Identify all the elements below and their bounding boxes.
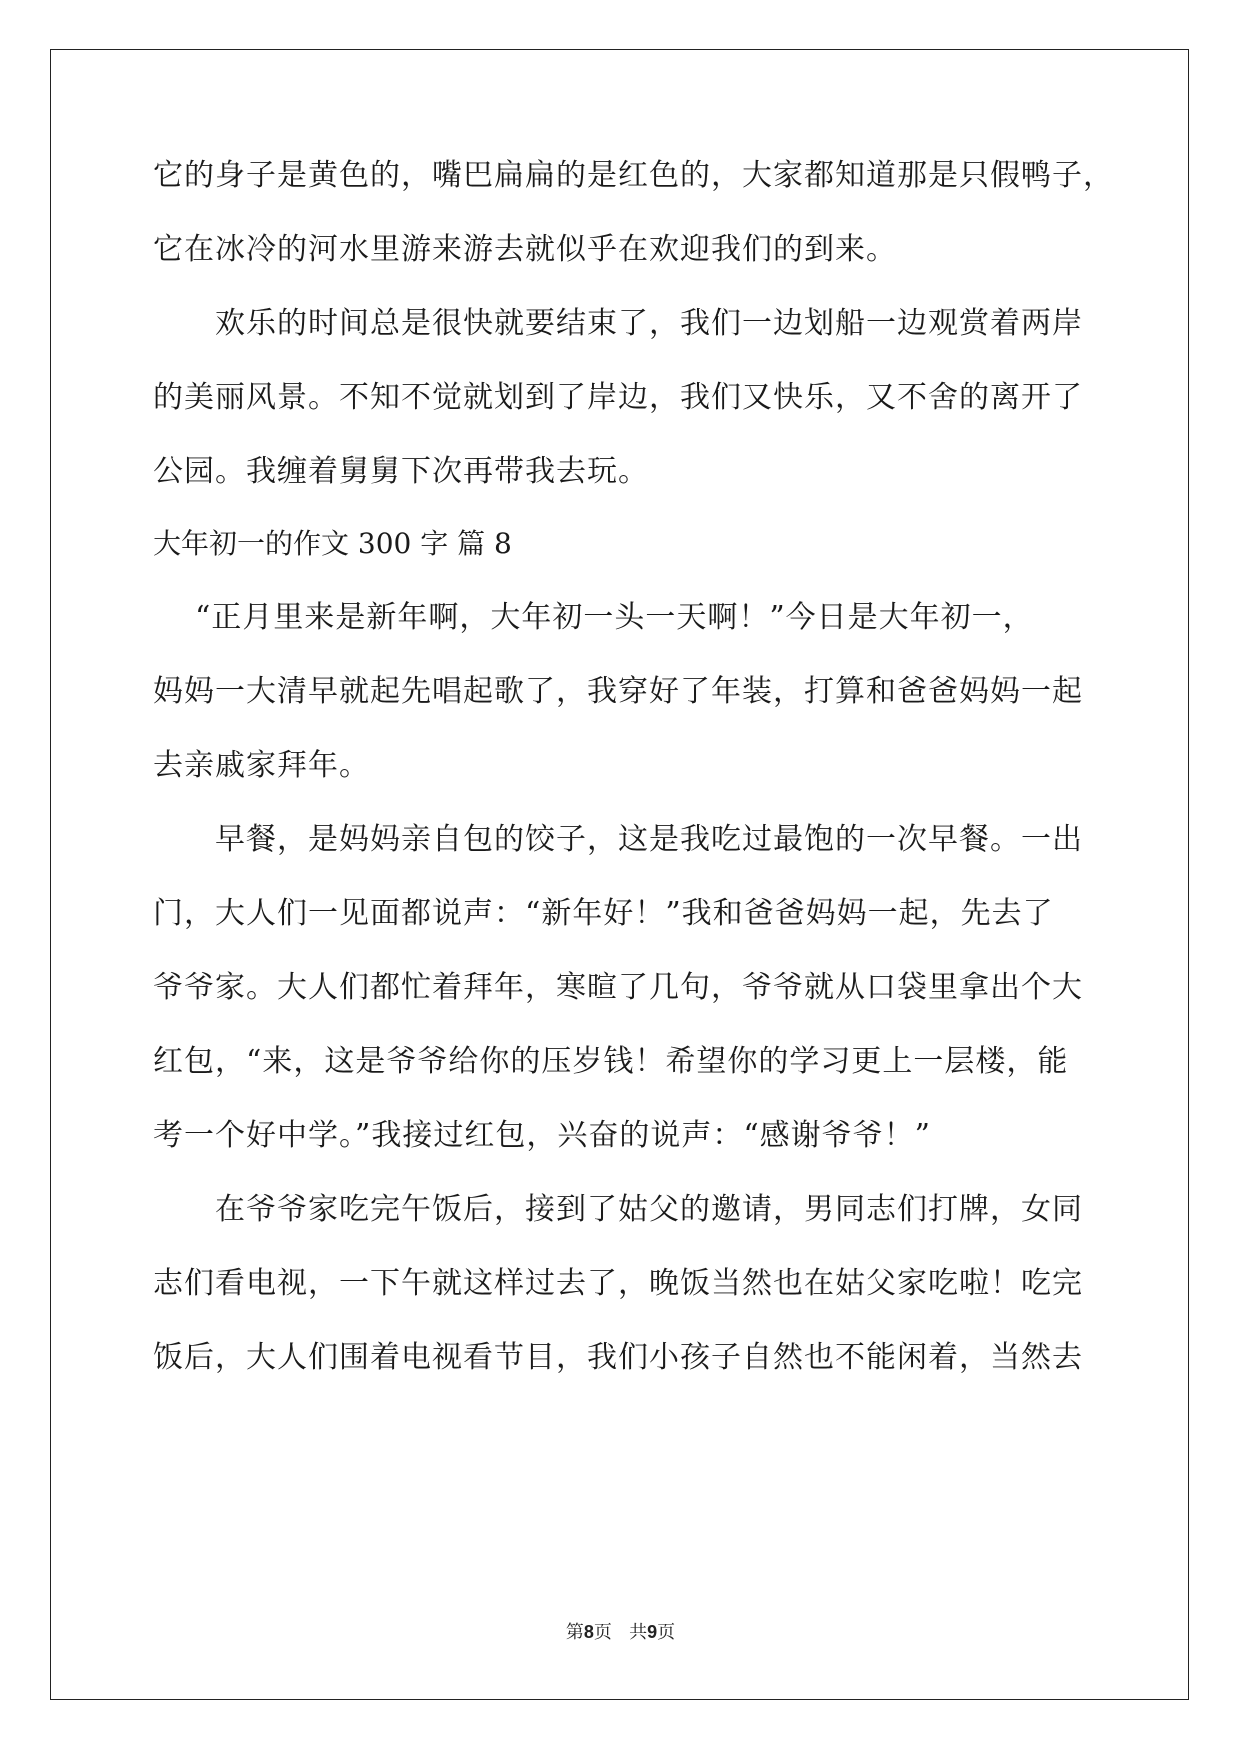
total-prefix: 共: [629, 1622, 648, 1643]
text-line: 去亲戚家拜年。: [153, 748, 370, 783]
text-line: 妈妈一大清早就起先唱起歌了，我穿好了年装，打算和爸爸妈妈一起: [153, 674, 1083, 709]
total-pages: 9: [647, 1622, 658, 1642]
page-number: 8: [583, 1622, 594, 1642]
text-line: 爷爷家。大人们都忙着拜年，寒暄了几句，爷爷就从口袋里拿出个大: [153, 970, 1083, 1005]
page-frame: [50, 49, 1189, 1700]
page-prefix: 第: [565, 1622, 584, 1643]
paragraph-start-line: “正月里来是新年啊，大年初一头一天啊！”今日是大年初一，: [195, 600, 1034, 635]
text-line: 它的身子是黄色的，嘴巴扁扁的是红色的，大家都知道那是只假鸭子，: [153, 158, 1114, 193]
text-line: 红包，“来，这是爷爷给你的压岁钱！希望你的学习更上一层楼，能: [153, 1044, 1069, 1079]
paragraph-start-line: 在爷爷家吃完午饭后，接到了姑父的邀请，男同志们打牌，女同: [215, 1192, 1083, 1227]
text-line: 它在冰冷的河水里游来游去就似乎在欢迎我们的到来。: [153, 232, 897, 267]
page-footer: [0, 1618, 1241, 1644]
paragraph-start-line: 欢乐的时间总是很快就要结束了，我们一边划船一边观赏着两岸: [215, 306, 1083, 341]
section-heading: 大年初一的作文 300 字 篇 8: [153, 527, 512, 560]
paragraph-start-line: 早餐，是妈妈亲自包的饺子，这是我吃过最饱的一次早餐。一出: [215, 822, 1083, 857]
text-line: 饭后，大人们围着电视看节目，我们小孩子自然也不能闲着，当然去: [153, 1340, 1083, 1375]
text-line: 门，大人们一见面都说声：“新年好！”我和爸爸妈妈一起，先去了: [153, 896, 1054, 931]
text-line: 的美丽风景。不知不觉就划到了岸边，我们又快乐，又不舍的离开了: [153, 380, 1083, 415]
text-line: 志们看电视，一下午就这样过去了，晚饭当然也在姑父家吃啦！吃完: [153, 1266, 1083, 1301]
total-suffix: 页: [657, 1622, 676, 1643]
text-line: 考一个好中学。”我接过红包，兴奋的说声：“感谢爷爷！”: [153, 1118, 932, 1153]
page-suffix: 页: [593, 1622, 612, 1643]
text-line: 公园。我缠着舅舅下次再带我去玩。: [153, 454, 649, 489]
